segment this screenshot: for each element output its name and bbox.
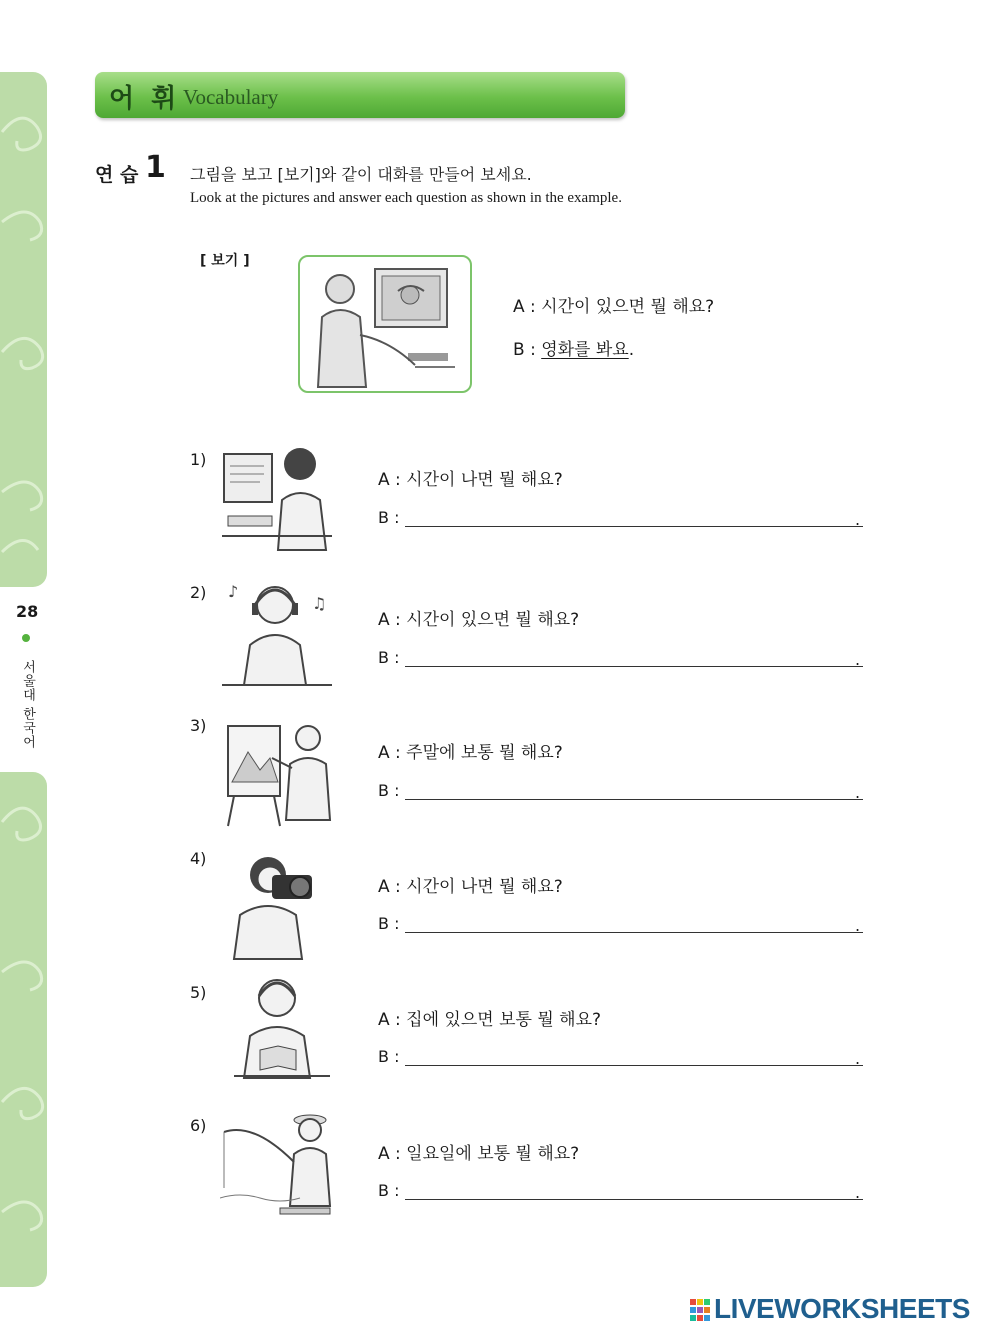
- answer-label: B :: [378, 781, 400, 800]
- question-text: A : 집에 있으면 보통 뭘 해요?: [378, 1010, 602, 1030]
- swirl-pattern-icon: [0, 772, 47, 1287]
- answer-input-2[interactable]: [405, 642, 863, 667]
- swirl-pattern-icon: [0, 72, 47, 587]
- example-answer-suffix: .: [628, 340, 635, 360]
- instruction-english: Look at the pictures and answer each question as shown in the example.: [190, 190, 622, 206]
- exercise-number: 1: [145, 150, 166, 185]
- question-text: A : 시간이 나면 뭘 해요?: [378, 877, 563, 897]
- answer-input-6[interactable]: [405, 1175, 863, 1200]
- question-text: A : 주말에 보통 뭘 해요?: [378, 743, 563, 763]
- answer-period: .: [855, 1049, 861, 1068]
- item-number: 4): [190, 849, 207, 868]
- answer-label: B :: [378, 1181, 400, 1200]
- question-text: A : 시간이 있으면 뭘 해요?: [378, 610, 580, 630]
- section-title-korean: 어 휘: [109, 84, 181, 114]
- answer-period: .: [855, 783, 861, 802]
- bullet-dot-icon: [22, 634, 30, 642]
- example-answer-underlined: 영화를 봐요: [541, 340, 629, 360]
- item-number: 5): [190, 983, 207, 1002]
- tv-viewer-icon: [300, 257, 470, 391]
- answer-label: B :: [378, 648, 400, 667]
- sidebar-decor-bottom: [0, 772, 47, 1287]
- answer-label: B :: [378, 914, 400, 933]
- answer-input-1[interactable]: [405, 502, 863, 527]
- example-question: A : 시간이 있으면 뭘 해요?: [513, 297, 715, 317]
- svg-text:♫: ♫: [312, 594, 327, 613]
- computer-user-icon: [220, 440, 335, 555]
- reader-icon: [220, 970, 335, 1085]
- item-number: 6): [190, 1116, 207, 1135]
- answer-input-5[interactable]: [405, 1041, 863, 1066]
- exercise-label: 연 습: [95, 164, 139, 186]
- answer-period: .: [855, 650, 861, 669]
- question-text: A : 일요일에 보통 뭘 해요?: [378, 1144, 580, 1164]
- answer-period: .: [855, 1183, 861, 1202]
- example-answer-prefix: B :: [513, 340, 542, 360]
- svg-text:♪: ♪: [228, 582, 239, 601]
- example-image-watching-tv: [298, 255, 472, 393]
- answer-input-3[interactable]: [405, 775, 863, 800]
- answer-period: .: [855, 916, 861, 935]
- question-text: A : 시간이 나면 뭘 해요?: [378, 470, 563, 490]
- section-header: [95, 72, 625, 118]
- instruction-korean: 그림을 보고 [보기]와 같이 대화를 만들어 보세요.: [190, 165, 532, 184]
- liveworksheets-grid-icon: [690, 1299, 712, 1323]
- item-number: 2): [190, 583, 207, 602]
- page-number: 28: [16, 602, 39, 621]
- item-number: 3): [190, 716, 207, 735]
- example-tag: [ 보기 ]: [200, 253, 250, 269]
- book-title: 서울대 한국어: [20, 660, 35, 750]
- painter-icon: [220, 712, 335, 827]
- item-number: 1): [190, 450, 207, 469]
- photographer-icon: [220, 845, 335, 960]
- answer-label: B :: [378, 508, 400, 527]
- answer-input-4[interactable]: [405, 908, 863, 933]
- liveworksheets-wordmark: LIVEWORKSHEETS: [714, 1293, 970, 1324]
- sidebar-decor-top: [0, 72, 47, 587]
- answer-label: B :: [378, 1047, 400, 1066]
- section-title-english: Vocabulary: [183, 85, 279, 109]
- example-answer: [513, 335, 634, 360]
- fishing-man-icon: [220, 1108, 335, 1223]
- music-listener-icon: [220, 575, 335, 690]
- answer-period: .: [855, 510, 861, 529]
